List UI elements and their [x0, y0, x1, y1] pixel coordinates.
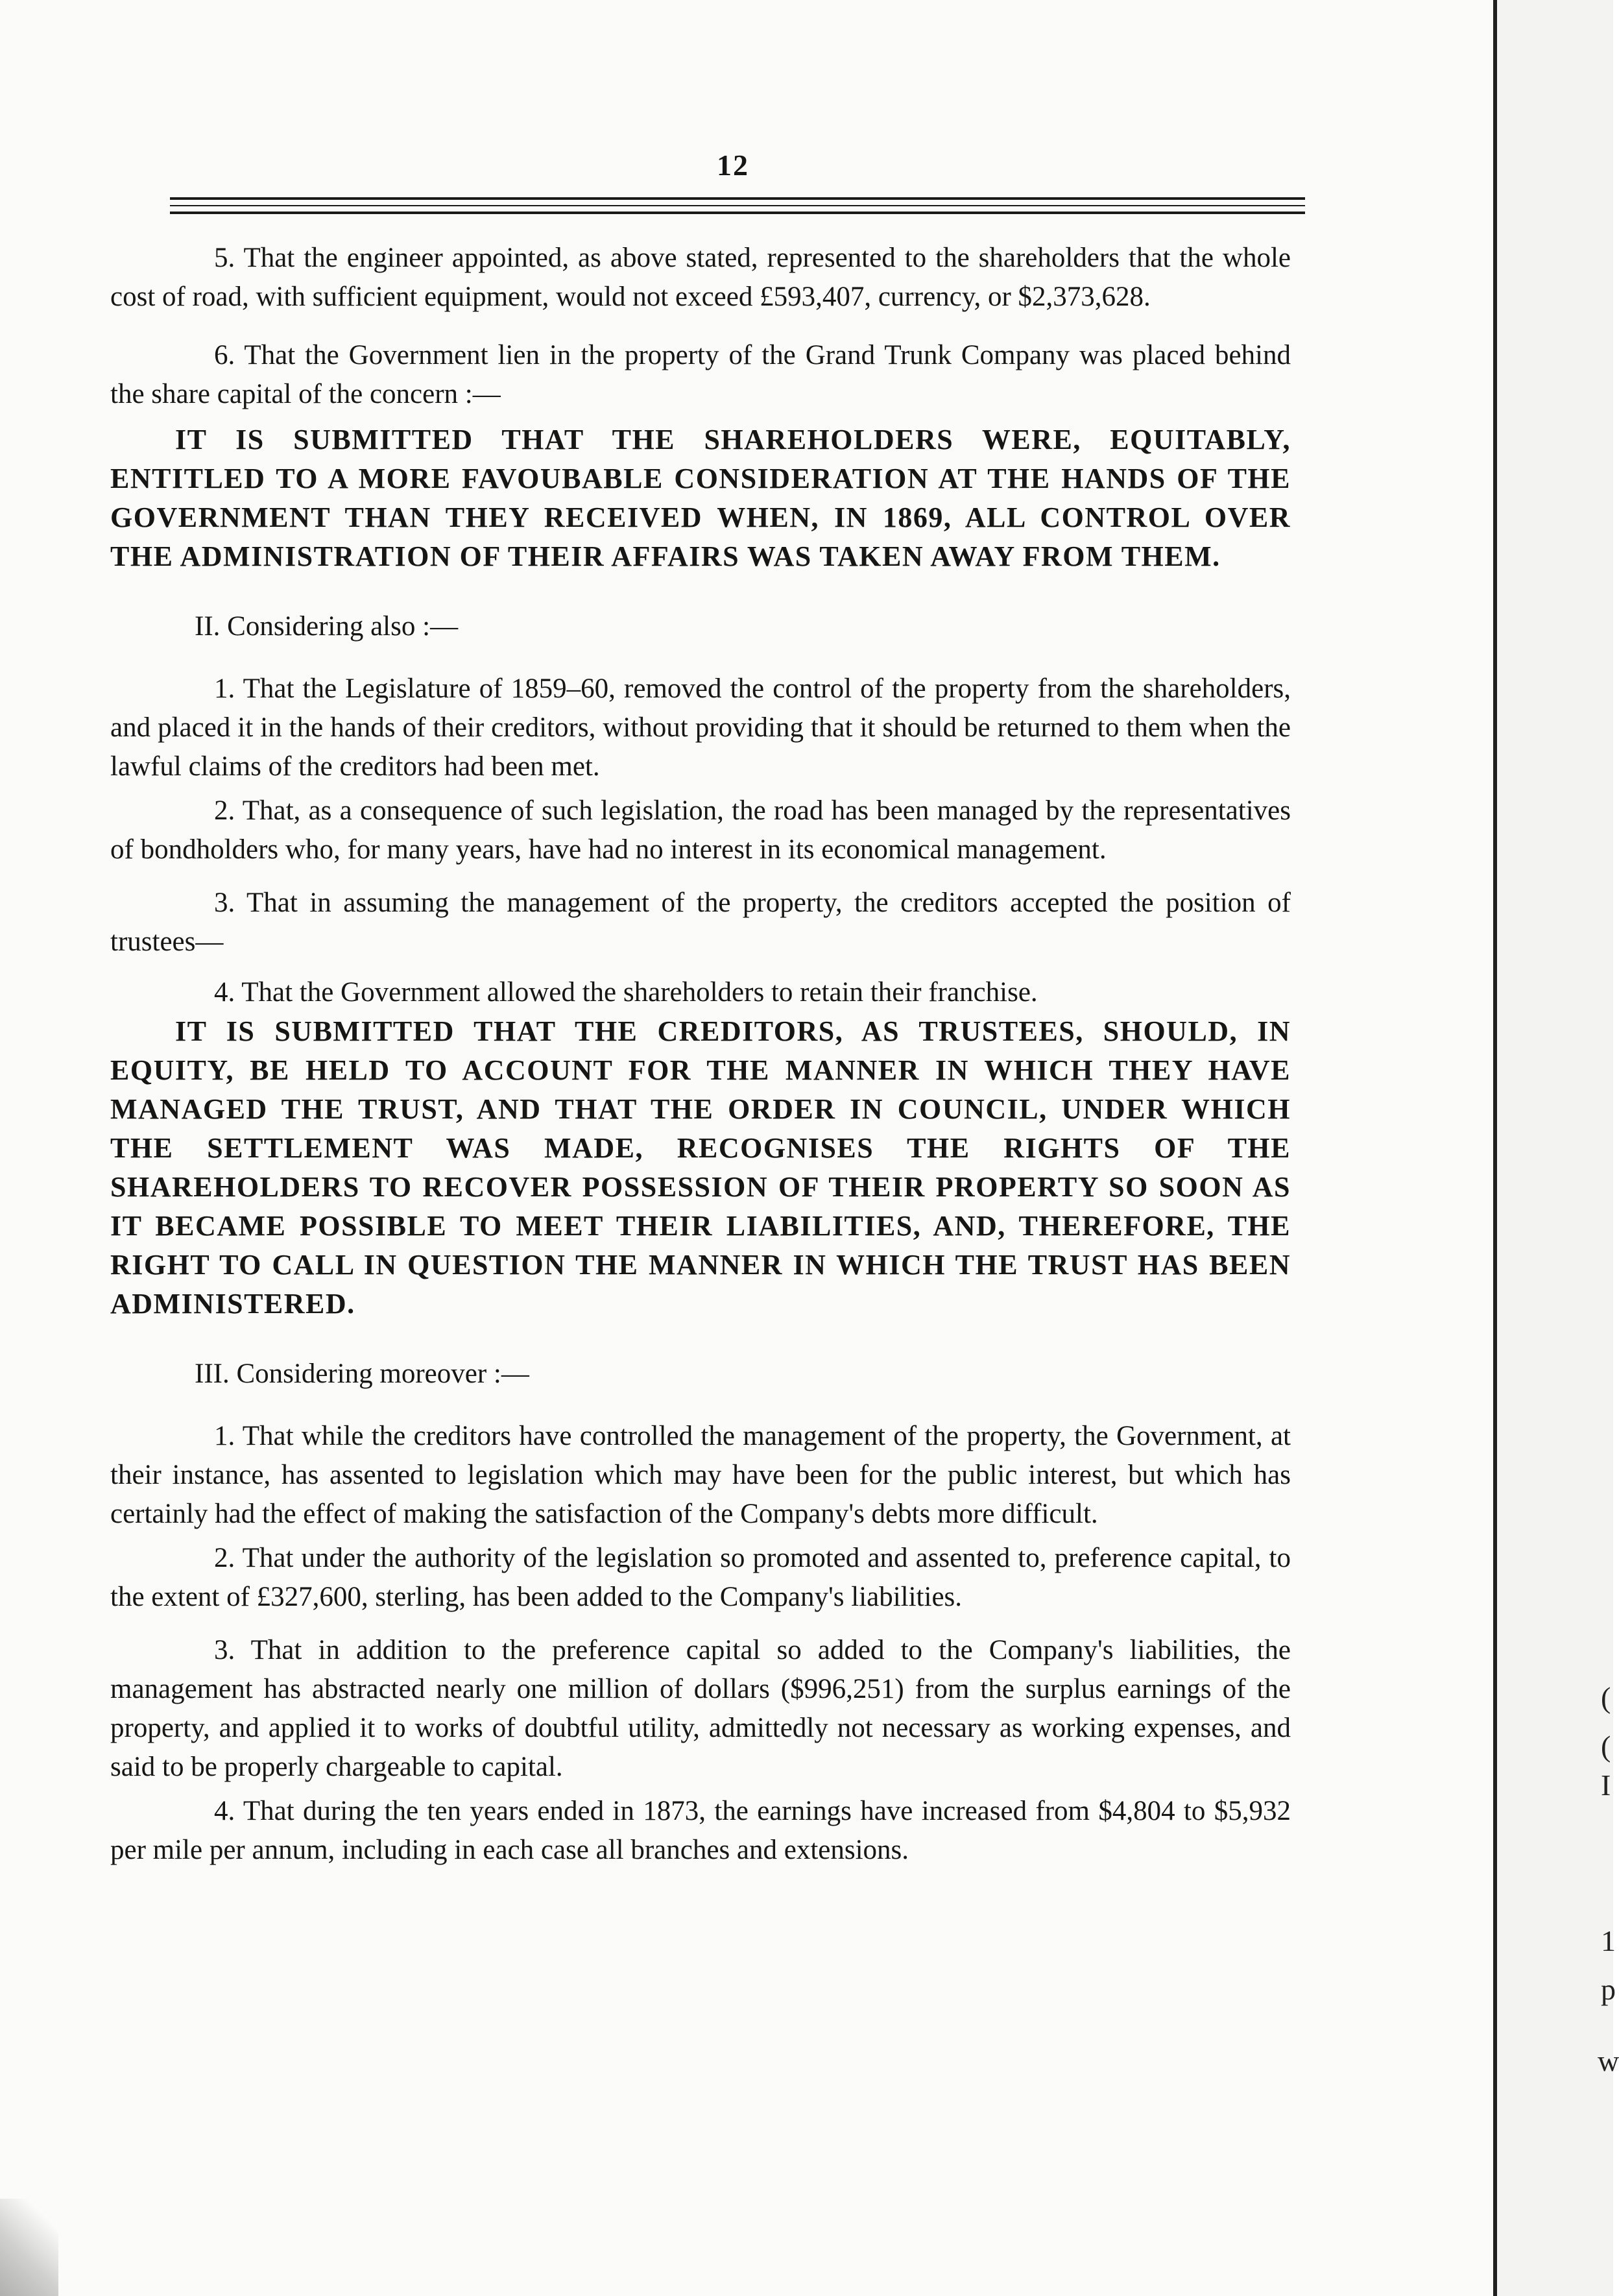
document-body: [110, 234, 1291, 1870]
margin-fragment: (: [1601, 1681, 1611, 1714]
item-6: 6. That the Government lien in the property of the Grand Trunk Company was placed behind the share capital of the concern :—: [110, 340, 1291, 409]
section-3-item-3: 3. That in addition to the preference capital so added to the Company's liabilities, the management has abstracted nearly one million of dollars ($996,251) from the surplus earnings of the property, and applied it to works of doubtful utility, admittedly not necessary as working expenses, and said to be properly chargeable to capital.: [110, 1635, 1291, 1782]
adjacent-page-edge: [1497, 0, 1619, 2296]
submission-1: IT IS SUBMITTED THAT THE SHAREHOLDERS WERE, EQUITABLY, ENTITLED TO A MORE FAVOUBABLE CONSIDERATION AT THE HANDS OF THE GOVERNMENT THAN THEY RECEIVED WHEN, IN 1869, ALL CONTROL OVER THE ADMINISTRATION OF THEIR AFFAIRS WAS TAKEN AWAY FROM THEM.: [110, 424, 1291, 572]
section-3-heading: III. Considering moreover :—: [195, 1359, 529, 1389]
section-2-heading: II. Considering also :—: [195, 611, 459, 642]
margin-fragment: 1: [1601, 1924, 1616, 1957]
margin-fragment: w: [1598, 2044, 1619, 2077]
section-3-item-2: 2. That under the authority of the legislation so promoted and assented to, preference capital, to the extent of £327,600, sterling, has been added to the Company's liabilities.: [110, 1543, 1291, 1612]
section-3-item-4: 4. That during the ten years ended in 1873, the earnings have increased from $4,804 to $5,932 per mile per annum, including in each case all branches and extensions.: [110, 1796, 1291, 1865]
section-3-item-1: 1. That while the creditors have controlled the management of the property, the Government, at their instance, has assented to legislation which may have been for the public interest, but which has certainly had the effect of making the satisfaction of the Company's debts more difficult.: [110, 1421, 1291, 1529]
header-rule-middle: [170, 205, 1305, 206]
submission-2: IT IS SUBMITTED THAT THE CREDITORS, AS TRUSTEES, SHOULD, IN EQUITY, BE HELD TO ACCOUNT FOR THE MANNER IN WHICH THEY HAVE MANAGED THE TRUST, AND THAT THE ORDER IN COUNCIL, UNDER WHICH THE SETTLEMENT WAS MADE, RECOGNISES THE RIGHTS OF THE SHAREHOLDERS TO RECOVER POSSESSION OF THEIR PROPERTY SO SOON AS IT BECAME POSSIBLE TO MEET THEIR LIABILITIES, AND, THEREFORE, THE RIGHT TO CALL IN QUESTION THE MANNER IN WHICH THE TRUST HAS BEEN ADMINISTERED.: [110, 1015, 1291, 1320]
section-2-item-1: 1. That the Legislature of 1859–60, removed the control of the property from the shareholders, and placed it in the hands of their creditors, without providing that it should be returned to them when the lawful claims of the creditors had been met.: [110, 673, 1291, 782]
header-rule-bottom: [170, 211, 1305, 214]
item-5: 5. That the engineer appointed, as above stated, represented to the shareholders that the whole cost of road, with sufficient equipment, would not exceed £593,407, currency, or $2,373,628.: [110, 243, 1291, 312]
margin-fragment: p: [1601, 1973, 1616, 2006]
margin-fragment: I: [1601, 1769, 1611, 1802]
page-number: 12: [717, 149, 749, 182]
section-2-item-4: 4. That the Government allowed the shareholders to retain their franchise.: [214, 977, 1038, 1008]
margin-fragment: (: [1601, 1730, 1611, 1763]
section-2-item-3: 3. That in assuming the management of the property, the creditors accepted the position of trustees—: [110, 888, 1291, 957]
section-2-item-2: 2. That, as a consequence of such legislation, the road has been managed by the representatives of bondholders who, for many years, have had no interest in its economical management.: [110, 795, 1291, 865]
header-rule-top: [170, 197, 1305, 200]
page-corner-shadow: [0, 2199, 58, 2296]
